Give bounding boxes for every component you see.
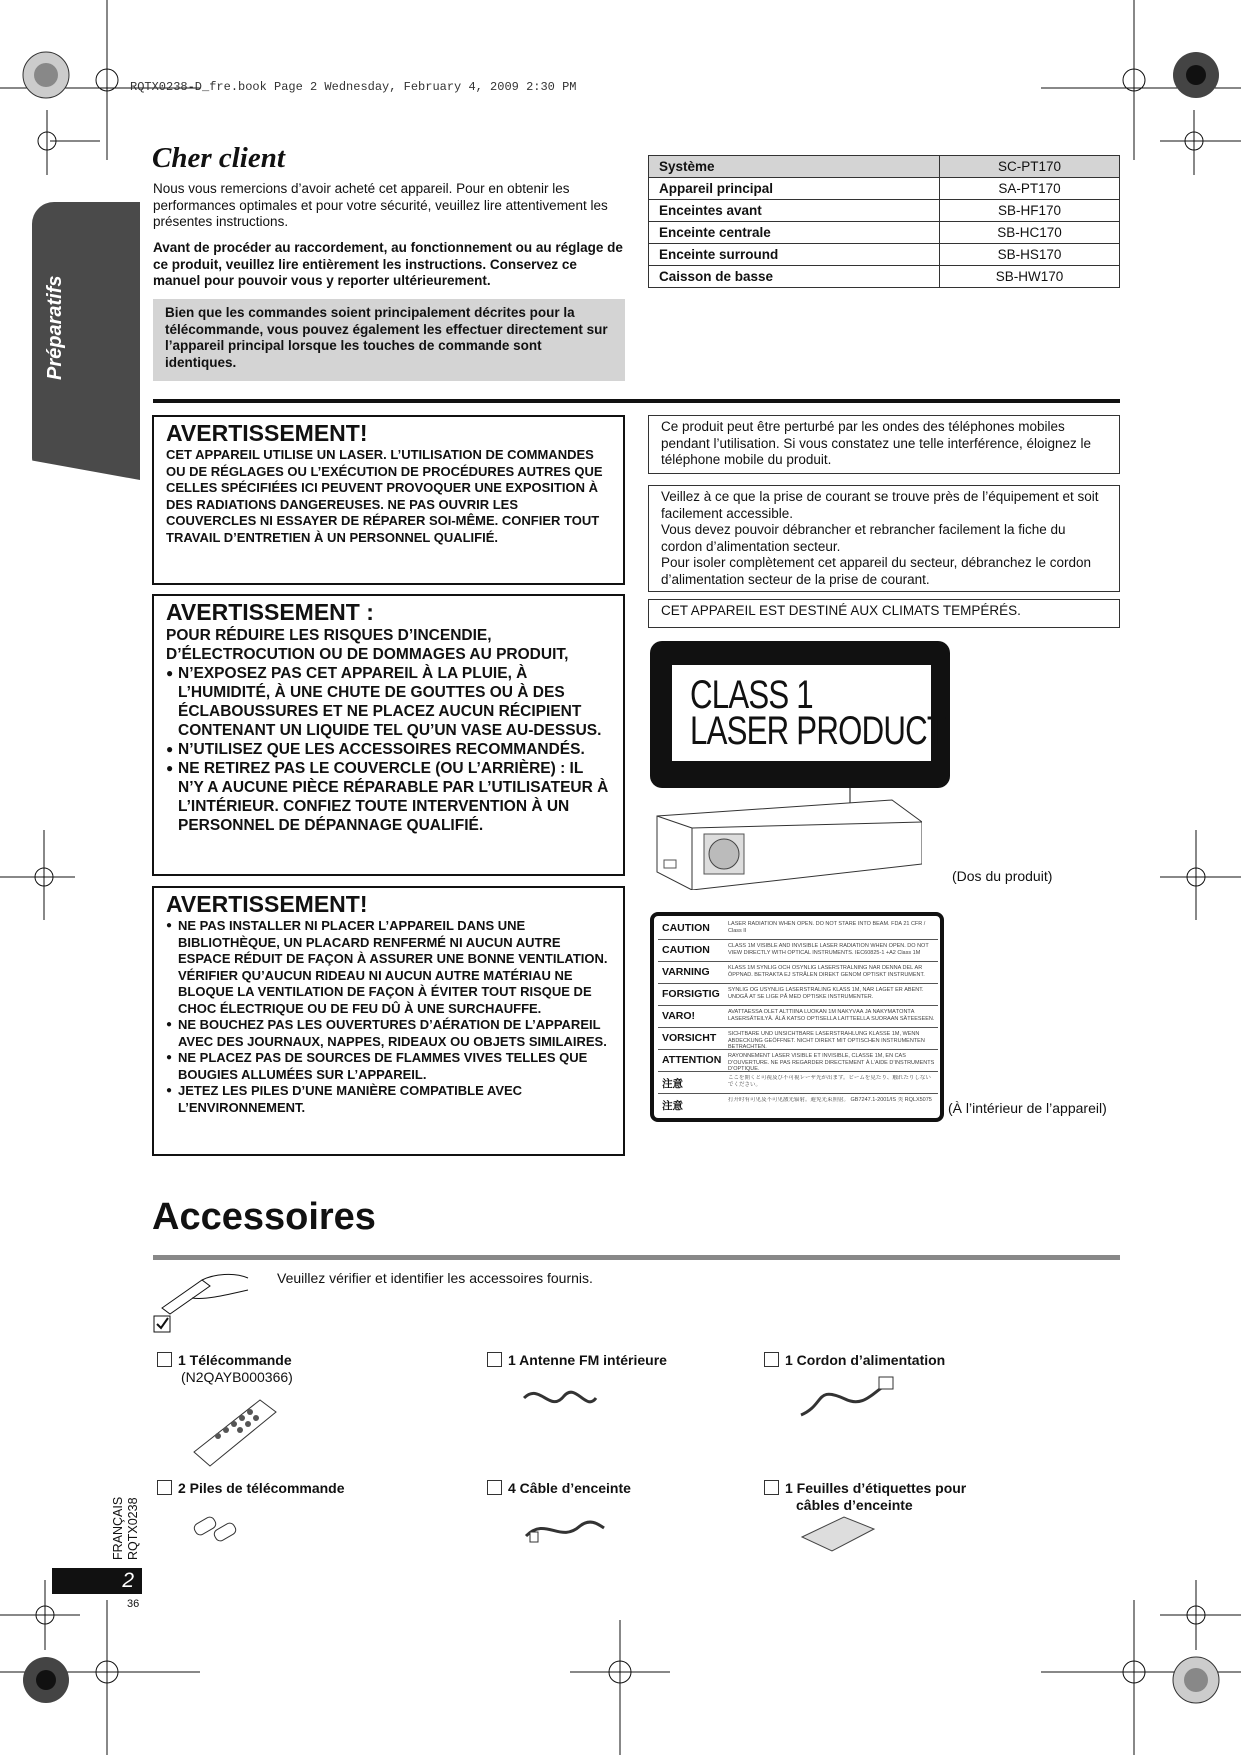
outlet-note-line: Pour isoler complètement cet appareil du secteur, débranchez le cordon d’alimentation secteur de la prise de courant. xyxy=(661,555,1091,587)
caution-text: LASER RADIATION WHEN OPEN. DO NOT STARE INTO BEAM. FDA 21 CFR / Class II xyxy=(728,921,926,934)
page-number-small: 36 xyxy=(127,1598,140,1610)
book-header-line: RQTX0238-D_fre.book Page 2 Wednesday, February 4, 2009 2:30 PM xyxy=(130,80,577,94)
batteries-icon xyxy=(190,1508,250,1548)
accessory-remote xyxy=(157,1352,293,1386)
accessory-label-sheet xyxy=(764,1480,966,1514)
warning-list xyxy=(166,918,611,1116)
caution-text: SYNLIG OG USYNLIG LASERSTRÅLING KLASS 1M, NÅR LÅGET ER ÅBENT. UNDGÅ AT SE LIGE PÅ MED OPTISKE INSTRUMENTER. xyxy=(728,987,924,1000)
outlet-note xyxy=(648,485,1120,592)
table-row xyxy=(649,266,1120,288)
accessory-power-cord xyxy=(764,1352,945,1369)
list-item: ● JETEZ LES PILES D’UNE MANIÈRE COMPATIBLE AVEC L’ENVIRONNEMENT. xyxy=(166,1083,611,1116)
intro-title: Cher client xyxy=(152,142,285,174)
accessory-label: 4 Câble d’enceinte xyxy=(508,1480,631,1496)
caution-text: 打开时有可见及不可见激光辐射。避免光束照射。 GB7247.1-2001/IS 类 RQLX5075 xyxy=(728,1097,932,1103)
system-label: Appareil principal xyxy=(649,178,940,200)
intro-text: Nous vous remercions d’avoir acheté cet appareil. Pour en obtenir les performances optimales et pour votre sécurité, veuillez lire attentivement les présentes instructions. xyxy=(153,181,608,229)
caution-text: SICHTBARE UND UNSICHTBARE LASERSTRAHLUNG KLASSE 1M, WENN ABDECKUNG GEÖFFNET. NICHT DIREKT MIT OPTISCHEN INSTRUMENTEN BETRACHTEN. xyxy=(728,1031,925,1050)
laser-class-line: CLASS 1 xyxy=(690,673,813,717)
caution-tag: 注意 xyxy=(662,1100,683,1112)
caution-tag: ATTENTION xyxy=(662,1054,722,1066)
accessory-fm-antenna xyxy=(487,1352,667,1369)
system-label: Enceinte surround xyxy=(649,244,940,266)
list-item: ● NE PLACEZ PAS DE SOURCES DE FLAMMES VIVES TELLES QUE BOUGIES ALLUMÉES SUR L’APPAREIL. xyxy=(166,1050,611,1083)
inside-caption: (À l’intérieur de l’appareil) xyxy=(948,1100,1107,1116)
accessories-title: Accessoires xyxy=(152,1196,376,1238)
warning-title: AVERTISSEMENT! xyxy=(166,420,368,446)
laser-class-text xyxy=(690,673,946,753)
checkbox-icon[interactable] xyxy=(764,1352,779,1367)
mobile-phone-note: Ce produit peut être perturbé par les ondes des téléphones mobiles pendant l’utilisation. Si vous constatez une telle interférence, éloignez le téléphone mobile du produit. xyxy=(648,415,1120,474)
caution-row xyxy=(658,1050,938,1072)
table-row xyxy=(649,178,1120,200)
checkbox-icon[interactable] xyxy=(487,1480,502,1495)
caution-row xyxy=(658,1006,938,1028)
system-value: SB-HF170 xyxy=(940,200,1120,222)
table-row xyxy=(649,222,1120,244)
label-sheet-icon xyxy=(798,1515,878,1555)
checkbox-icon[interactable] xyxy=(487,1352,502,1367)
system-label: Caisson de basse xyxy=(649,266,940,288)
accessory-label: 1 Feuilles d’étiquettes pour xyxy=(785,1480,967,1496)
speaker-cable-icon xyxy=(520,1510,610,1550)
accessory-label: 1 Télécommande xyxy=(178,1352,292,1368)
caution-row xyxy=(658,1094,938,1115)
system-label: Enceintes avant xyxy=(649,200,940,222)
system-label: Enceinte centrale xyxy=(649,222,940,244)
checkbox-icon[interactable] xyxy=(764,1480,779,1495)
caution-row xyxy=(658,1072,938,1094)
product-back-drawing xyxy=(652,780,922,890)
caution-text: CLASS 1M VISIBLE AND INVISIBLE LASER RADIATION WHEN OPEN. DO NOT VIEW DIRECTLY WITH OPTICAL INSTRUMENTS. IEC60825-1 +A2 Class 1M xyxy=(728,943,929,956)
list-item: ● NE PAS INSTALLER NI PLACER L’APPAREIL DANS UNE BIBLIOTHÈQUE, UN PLACARD RENFERMÉ NI AUCUN AUTRE ESPACE RÉDUIT DE FAÇON À ASSURER UNE BONNE VENTILATION. VÉRIFIER QU’AUCUN RIDEAU NI AUCUN AUTRE MATÉRIAU NE BLOQUE LA VENTILATION DE FAÇON À ÉVITER TOUT RISQUE DE CHOC ÉLECTRIQUE OU DE FEU DÛ À UNE SURCHAUFFE. xyxy=(166,918,611,1017)
outlet-note-line: Vous devez pouvoir débrancher et rebrancher facilement la fiche du cordon d’alimentation secteur. xyxy=(661,522,1066,554)
laser-class-line: LASER PRODUCT xyxy=(690,709,946,753)
warning-title: AVERTISSEMENT : xyxy=(166,599,374,625)
caution-tag: VARO! xyxy=(662,1010,696,1022)
pen-check-icon xyxy=(152,1268,252,1338)
caution-text: ここを開くと可視及び不可視レーザ光が出ます。ビームを見たり、触れたりしないでください。 xyxy=(728,1075,931,1088)
system-value: SA-PT170 xyxy=(940,178,1120,200)
page-number: 2 xyxy=(52,1568,142,1594)
section-divider xyxy=(153,399,1120,403)
warning-lead: POUR RÉDUIRE LES RISQUES D’INCENDIE, D’ÉLECTROCUTION OU DE DOMMAGES AU PRODUIT, xyxy=(166,627,569,663)
caution-tag: CAUTION xyxy=(662,944,710,956)
caution-tag: FORSIGTIG xyxy=(662,988,720,1000)
accessory-label: 1 Antenne FM intérieure xyxy=(508,1352,667,1368)
caution-tag: VORSICHT xyxy=(662,1032,717,1044)
warning-title: AVERTISSEMENT! xyxy=(166,891,368,917)
footer-code: RQTX0238 xyxy=(126,1497,140,1560)
caution-row xyxy=(658,1028,938,1050)
accessory-batteries xyxy=(157,1480,345,1497)
caution-row xyxy=(658,918,938,940)
ventilation-warning-box xyxy=(152,886,625,1156)
remote-control-icon xyxy=(190,1390,280,1470)
table-row xyxy=(649,200,1120,222)
list-item: ● NE RETIREZ PAS LE COUVERCLE (OU L’ARRIÈRE) : IL N’Y A AUCUNE PIÈCE RÉPARABLE PAR L’UTILISATEUR À L’INTÉRIEUR. CONFIEZ TOUTE INTERVENTION À UN PERSONNEL DE DÉPANNAGE QUALIFIÉ. xyxy=(166,759,611,835)
warning-list xyxy=(166,664,611,835)
class1-laser-label xyxy=(650,641,950,788)
list-item: ● N’UTILISEZ QUE LES ACCESSOIRES RECOMMANDÉS. xyxy=(166,740,611,759)
checkbox-icon[interactable] xyxy=(157,1352,172,1367)
caution-row xyxy=(658,940,938,962)
system-value: SC-PT170 xyxy=(940,156,1120,178)
laser-warning-box xyxy=(152,415,625,585)
intro-bold-text: Avant de procéder au raccordement, au fonctionnement ou au réglage de ce produit, veuillez lire entièrement les instructions. Conservez ce manuel pour pouvoir vous y reporter ultérieurement. xyxy=(153,240,623,288)
section-side-tab-label: Préparatifs xyxy=(44,275,66,380)
accessory-label: 2 Piles de télécommande xyxy=(178,1480,345,1496)
laser-caution-panel xyxy=(650,912,944,1122)
caution-tag: 注意 xyxy=(662,1078,683,1090)
climate-note: CET APPAREIL EST DESTINÉ AUX CLIMATS TEMPÉRÉS. xyxy=(648,599,1120,628)
caution-text: RAYONNEMENT LASER VISIBLE ET INVISIBLE, CLASSE 1M, EN CAS D’OUVERTURE. NE PAS REGARDER DIRECTEMENT À L’AIDE D’INSTRUMENTS D’OPTIQUE. xyxy=(728,1053,935,1072)
accessories-rule xyxy=(153,1255,1120,1260)
warning-text: CET APPAREIL UTILISE UN LASER. L’UTILISATION DE COMMANDES OU DE RÉGLAGES OU L’EXÉCUTION DE PROCÉDURES AUTRES QUE CELLES SPÉCIFIÉES ICI PEUVENT PROVOQUER UNE EXPOSITION À DES RADIATIONS DANGEREUSES. NE PAS OUVRIR LES COUVERCLES NI ESSAYER DE RÉPARER SOI-MÊME. CONFIER TOUT TRAVAIL D’ENTRETIEN À UN PERSONNEL QUALIFIÉ. xyxy=(166,447,603,545)
system-label: Système xyxy=(649,156,940,178)
caution-row xyxy=(658,962,938,984)
footer-language: FRANÇAIS xyxy=(111,1496,125,1560)
fm-antenna-icon xyxy=(520,1378,600,1418)
table-row xyxy=(649,156,1120,178)
back-caption: (Dos du produit) xyxy=(952,868,1053,884)
system-value: SB-HW170 xyxy=(940,266,1120,288)
accessory-sublabel: (N2QAYB000366) xyxy=(181,1369,293,1385)
fire-warning-box xyxy=(152,594,625,876)
outlet-note-line: Veillez à ce que la prise de courant se trouve près de l’équipement et soit facilement accessible. xyxy=(661,489,1099,521)
list-item: ● NE BOUCHEZ PAS LES OUVERTURES D’AÉRATION DE L’APPAREIL AVEC DES JOURNAUX, NAPPES, RIDEAUX OU OBJETS SIMILAIRES. xyxy=(166,1017,611,1050)
system-table xyxy=(648,155,1120,288)
caution-text: AVATTAESSA OLET ALTTIINA LUOKAN 1M NÄKYVÄÄ JA NÄKYMÄTÖNTÄ LASERSÄTEILYÄ. ÄLÄ KATSO OPTISELLA LAITTEELLA SUORAAN SÄTEESEEN. xyxy=(728,1009,935,1022)
table-row xyxy=(649,244,1120,266)
system-value: SB-HC170 xyxy=(940,222,1120,244)
footer-vertical-text xyxy=(111,1497,141,1560)
accessory-speaker-cable xyxy=(487,1480,631,1497)
caution-tag: CAUTION xyxy=(662,922,710,934)
caution-text: KLASS 1M SYNLIG OCH OSYNLIG LASERSTRÅLNING NÄR DENNA DEL ÄR ÖPPNAD. BETRAKTA EJ STRÅLEN DIREKT GENOM OPTISKT INSTRUMENT. xyxy=(728,965,925,978)
accessories-intro: Veuillez vérifier et identifier les accessoires fournis. xyxy=(277,1270,593,1286)
caution-tag: VARNING xyxy=(662,966,710,978)
remote-note: Bien que les commandes soient principalement décrites pour la télécommande, vous pouvez également les effectuer directement sur l’appareil principal lorsque les touches de commande sont identiques. xyxy=(153,299,625,381)
system-value: SB-HS170 xyxy=(940,244,1120,266)
caution-row xyxy=(658,984,938,1006)
accessory-sublabel: câbles d’enceinte xyxy=(796,1497,913,1513)
list-item: ● N’EXPOSEZ PAS CET APPAREIL À LA PLUIE, À L’HUMIDITÉ, À UNE CHUTE DE GOUTTES OU À DES ÉCLABOUSSURES ET NE PLACEZ AUCUN RÉCIPIENT CONTENANT UN LIQUIDE TEL QU’UN VASE AU-DESSUS. xyxy=(166,664,611,740)
checkbox-icon[interactable] xyxy=(157,1480,172,1495)
accessory-label: 1 Cordon d’alimentation xyxy=(785,1352,946,1368)
power-cord-icon xyxy=(795,1375,895,1425)
